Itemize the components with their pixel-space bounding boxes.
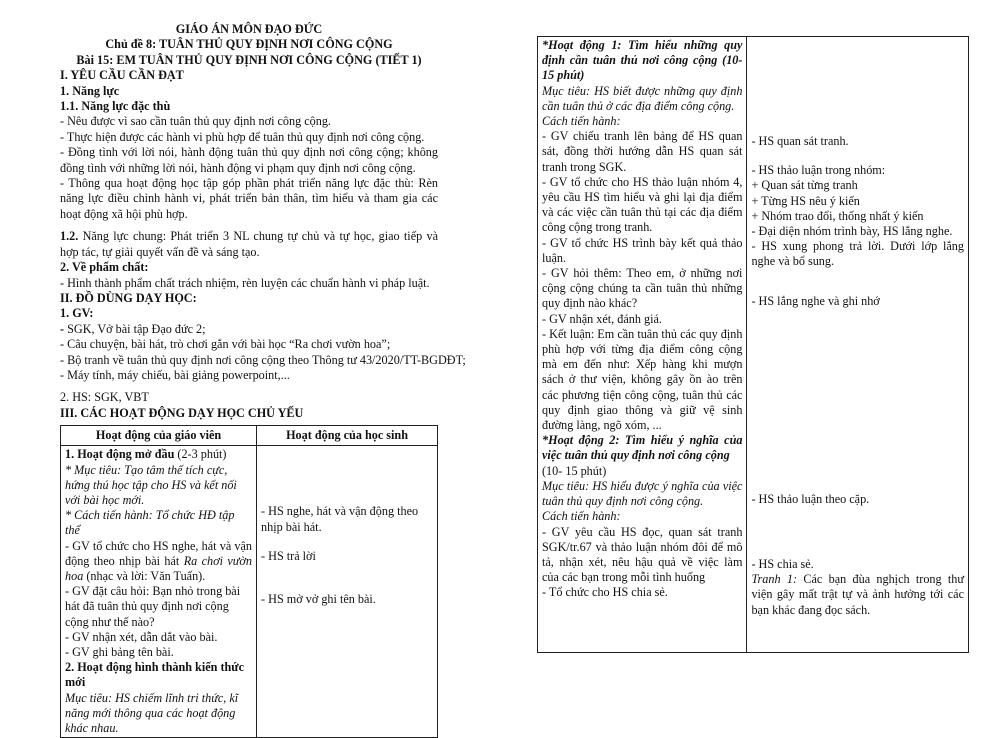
- list-item: - SGK, Vở bài tập Đạo đức 2;: [60, 321, 206, 336]
- lesson-title: Bài 15: EM TUÂN THỦ QUY ĐỊNH NƠI CÔNG CỘNG (TIẾT 1): [76, 52, 422, 67]
- paragraph: - Nêu được vì sao cần tuân thủ quy định nơi công cộng.: [60, 114, 331, 129]
- student-cell: - HS nghe, hát và vận động theo nhịp bài hát. - HS trả lời - HS mở vở ghi tên bài.: [257, 446, 438, 738]
- right-page: [537, 36, 969, 706]
- paragraph: - Thông qua hoạt động học tập góp phần phát triển năng lực đặc thù: Rèn năng lực điều chỉnh hành vi, phát triển bản thân, tìm hiểu và tham gia các hoạt động xã hội phù hợp.: [60, 176, 438, 221]
- paragraph: - Hình thành phẩm chất trách nhiệm, rèn luyện các chuẩn hành vi pháp luật.: [60, 275, 430, 290]
- topic-title: Chủ đề 8: TUÂN THỦ QUY ĐỊNH NƠI CÔNG CỘNG: [105, 37, 393, 52]
- paragraph: 1.2. Năng lực chung: Phát triển 3 NL chung tự chủ và tự học, giao tiếp và hợp tác, tự giải quyết vấn đề và sáng tạo.: [60, 229, 438, 259]
- section-heading: II. ĐỒ DÙNG DẠY HỌC:: [60, 290, 197, 305]
- section-heading: III. CÁC HOẠT ĐỘNG DẠY HỌC CHỦ YẾU: [60, 405, 304, 420]
- subsection-heading: 1. Năng lực: [60, 83, 120, 98]
- doc-title: GIÁO ÁN MÔN ĐẠO ĐỨC: [175, 22, 323, 36]
- paragraph: - Thực hiện được các hành vi phù hợp để tuân thủ quy định nơi công cộng.: [60, 129, 425, 144]
- table-header-row: [61, 426, 438, 446]
- teacher-cell: 1. Hoạt động mở đầu (2-3 phút) * Mục tiêu: Tạo tâm thế tích cực, hứng thú học tập cho HS và kết nối với bài học mới. * Cách tiến hành: Tổ chức HĐ tập thể - GV tổ chức cho HS nghe, hát và vận động theo nhịp bài hát Ra chơi vườn hoa (nhạc và lời: Văn Tuấn). - GV đặt câu hỏi: Bạn nhỏ trong bài hát đã tuân thủ quy định nơi cộng cộng như thế nào? - GV nhận xét, dẫn dắt vào bài. - GV ghi bảng tên bài. 2. Hoạt động hình thành kiến thức mới Mục tiêu: HS chiếm lĩnh tri thức, kĩ năng mới thông qua các hoạt động khác nhau.: [61, 446, 257, 738]
- activities-table: [60, 425, 438, 738]
- subsection-heading: 2. Về phẩm chất:: [60, 260, 149, 275]
- paragraph: - Đồng tình với lời nói, hành động tuân thủ quy định nơi công cộng; không đồng tình với những lời nói, hành động vi phạm quy định nơi công cộng.: [60, 145, 438, 175]
- section-heading: I. YÊU CẦU CẦN ĐẠT: [60, 68, 184, 83]
- table-row: [61, 446, 438, 738]
- list-item: - Câu chuyện, bài hát, trò chơi gắn với bài học “Ra chơi vườn hoa”;: [60, 337, 391, 352]
- student-cell: - HS quan sát tranh. - HS thảo luận trong nhóm: + Quan sát từng tranh + Từng HS nêu ý kiến + Nhóm trao đổi, thống nhất ý kiến - Đại diện nhóm trình bày, HS lắng nghe. - HS xung phong trả lời. Dưới lớp lắng nghe và bổ sung. - HS lắng nghe và ghi nhớ - HS thảo luận theo cặp. - HS chia sẻ. Tranh 1: Các bạn đùa nghịch trong thư viện gây mất trật tự và ảnh hưởng tới các bạn khác đang đọc sách.: [747, 37, 969, 653]
- left-page: [60, 22, 466, 736]
- subsection-heading: 1. GV:: [60, 306, 94, 321]
- subsection-heading: 1.1. Năng lực đặc thù: [60, 99, 171, 114]
- table-header: Hoạt động của giáo viên: [61, 426, 257, 446]
- list-item: - Máy tính, máy chiếu, bài giảng powerpoint,...: [60, 367, 290, 382]
- list-item: - Bộ tranh về tuân thủ quy định nơi công cộng theo Thông tư 43/2020/TT-BGDĐT;: [60, 352, 466, 367]
- paragraph: 2. HS: SGK, VBT: [60, 390, 149, 405]
- table-header: Hoạt động của học sinh: [257, 426, 438, 446]
- activities-table-continued: [537, 36, 969, 653]
- teacher-cell: *Hoạt động 1: Tìm hiểu những quy định cần tuân thủ nơi công cộng (10-15 phút) Mục tiêu: HS biết được những quy định cần tuân thủ ở các địa điểm công cộng. Cách tiến hành: - GV chiếu tranh lên bảng để HS quan sát, đồng thời hướng dẫn HS quan sát tranh trong SGK. - GV tổ chức cho HS thảo luận nhóm 4, yêu cầu HS tìm hiểu và ghi lại địa điểm và các việc cần tuân thủ tại các địa điểm công cộng trong tranh. - GV tổ chức HS trình bày kết quả thảo luận. - GV hỏi thêm: Theo em, ở những nơi cộng cộng chúng ta cần tuân thủ những quy định nào khác? - GV nhận xét, đánh giá. - Kết luận: Em cần tuân thủ các quy định phù hợp với từng địa điểm công cộng mà em đến như: Xếp hàng khi mượn sách ở thư viện, không gây ồn ào trên các phương tiện công cộng, tuân thủ các quy định giao thông và giữ vệ sinh đường làng, ngõ xóm, ... *Hoạt động 2: Tìm hiểu ý nghĩa của việc tuân thủ quy định nơi công cộng (10- 15 phút) Mục tiêu: HS hiểu được ý nghĩa của việc tuân thủ quy định nơi công cộng. Cách tiến hành: - GV yêu cầu HS đọc, quan sát tranh SGK/tr.67 và thảo luận nhóm đôi để mô tả, nhận xét, nêu hậu quả về việc làm của các bạn trong mỗi tình huống - Tổ chức cho HS chia sẻ.: [538, 37, 747, 653]
- table-row: [538, 37, 969, 653]
